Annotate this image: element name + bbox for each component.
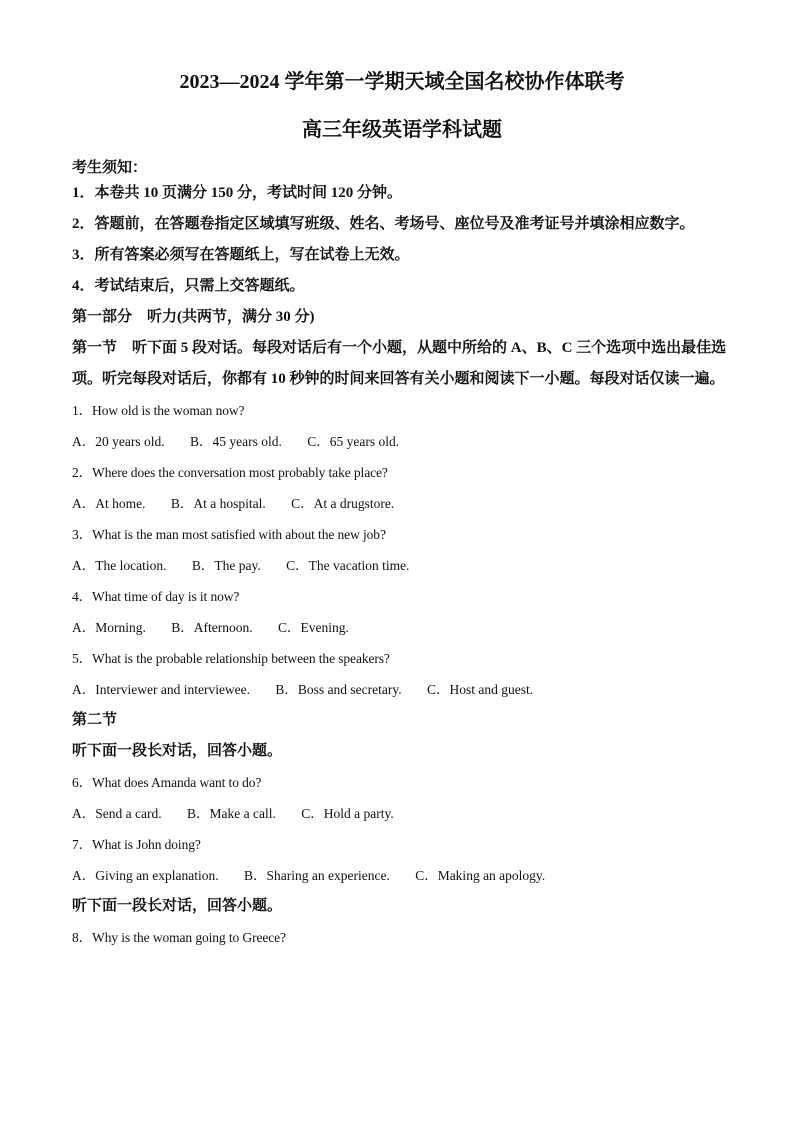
option-b: B．Afternoon. bbox=[171, 620, 253, 635]
group2-intro: 听下面一段长对话，回答小题。 bbox=[72, 898, 283, 914]
group1-intro: 听下面一段长对话，回答小题。 bbox=[72, 743, 283, 759]
question-8: 8．Why is the woman going to Greece? bbox=[72, 930, 286, 945]
option-b: B．Make a call. bbox=[186, 806, 276, 821]
notice-item: 4．考试结束后，只需上交答题纸。 bbox=[72, 278, 305, 294]
option-c: C．Host and guest. bbox=[427, 682, 534, 697]
option-a: A．Giving an explanation. bbox=[72, 868, 219, 883]
section2-heading: 第二节 bbox=[72, 712, 118, 728]
option-c: C．Evening. bbox=[278, 620, 349, 635]
option-c: C．Making an apology. bbox=[415, 868, 546, 883]
options-3 bbox=[72, 550, 732, 581]
question-6: 6．What does Amanda want to do? bbox=[72, 775, 262, 790]
option-c: C．The vacation time. bbox=[286, 558, 410, 573]
notice-item: 1．本卷共 10 页满分 150 分，考试时间 120 分钟。 bbox=[72, 185, 403, 201]
options-2 bbox=[72, 488, 732, 519]
option-c: C．65 years old. bbox=[307, 434, 400, 449]
exam-subtitle: 高三年级英语学科试题 bbox=[302, 119, 502, 141]
notice-item: 3．所有答案必须写在答题纸上，写在试卷上无效。 bbox=[72, 247, 410, 263]
option-b: B．Boss and secretary. bbox=[275, 682, 402, 697]
notice-heading: 考生须知： bbox=[72, 160, 148, 176]
section1-intro: 第一节 听下面 5 段对话。每段对话后有一个小题，从题中所给的 A、B、C 三个选项中选出最佳选项。听完每段对话后，你都有 10 秒钟的时间来回答有关小题和阅读下一小题。每段对话仅读一遍。 bbox=[72, 340, 727, 387]
option-c: C．Hold a party. bbox=[301, 806, 394, 821]
option-a: A．The location. bbox=[72, 558, 167, 573]
question-4: 4．What time of day is it now? bbox=[72, 589, 240, 604]
question-2: 2．Where does the conversation most probably take place? bbox=[72, 465, 388, 480]
exam-title: 2023—2024 学年第一学期天域全国名校协作体联考 bbox=[179, 71, 625, 93]
notice-item: 2．答题前，在答题卷指定区域填写班级、姓名、考场号、座位号及准考证号并填涂相应数字。 bbox=[72, 216, 695, 232]
options-7 bbox=[72, 860, 732, 891]
option-a: A．Interviewer and interviewee. bbox=[72, 682, 251, 697]
option-a: A．At home. bbox=[72, 496, 146, 511]
question-3: 3．What is the man most satisfied with about the new job? bbox=[72, 527, 386, 542]
option-c: C．At a drugstore. bbox=[291, 496, 395, 511]
option-b: B．45 years old. bbox=[189, 434, 282, 449]
question-5: 5．What is the probable relationship between the speakers? bbox=[72, 651, 390, 666]
option-a: A．Send a card. bbox=[72, 806, 162, 821]
part1-heading: 第一部分 听力(共两节，满分 30 分) bbox=[72, 309, 315, 325]
question-1: 1．How old is the woman now? bbox=[72, 403, 245, 418]
options-4 bbox=[72, 612, 732, 643]
option-a: A．Morning. bbox=[72, 620, 146, 635]
option-b: B．Sharing an experience. bbox=[243, 868, 390, 883]
options-1 bbox=[72, 426, 732, 457]
option-b: B．At a hospital. bbox=[170, 496, 266, 511]
option-a: A．20 years old. bbox=[72, 434, 165, 449]
option-b: B．The pay. bbox=[191, 558, 261, 573]
options-5 bbox=[72, 674, 732, 705]
options-6 bbox=[72, 798, 732, 829]
exam-page bbox=[72, 62, 732, 953]
question-7: 7．What is John doing? bbox=[72, 837, 201, 852]
